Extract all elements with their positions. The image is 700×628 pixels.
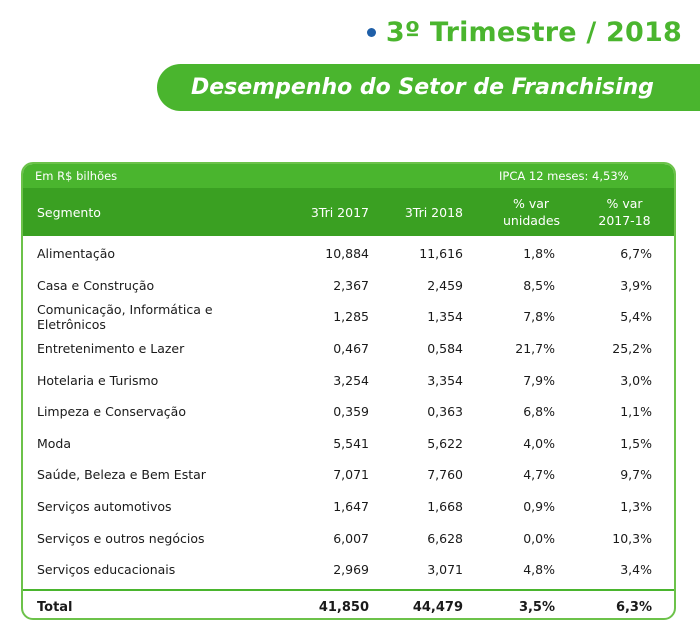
table-row bbox=[23, 522, 674, 554]
row-var-units: 1,8% bbox=[523, 246, 555, 262]
row-var-revenue: 5,4% bbox=[620, 309, 652, 325]
total-label: Total bbox=[37, 600, 73, 616]
quarter-heading bbox=[367, 14, 682, 50]
row-var-units: 7,9% bbox=[523, 372, 555, 388]
col-header-var-revenue-line2: 2017-18 bbox=[598, 213, 651, 228]
row-q3-2018: 2,459 bbox=[427, 277, 463, 293]
row-var-units: 4,8% bbox=[523, 562, 555, 578]
table-row bbox=[23, 491, 674, 523]
franchising-table bbox=[21, 162, 676, 620]
row-q3-2017: 1,285 bbox=[333, 309, 369, 325]
col-header-var-revenue-line1: % var bbox=[606, 196, 643, 211]
row-q3-2018: 11,616 bbox=[419, 246, 463, 262]
row-var-units: 4,0% bbox=[523, 435, 555, 451]
bullet-icon bbox=[367, 28, 376, 37]
row-q3-2017: 0,359 bbox=[333, 404, 369, 420]
table-header-row bbox=[23, 188, 674, 236]
title-banner bbox=[157, 64, 700, 111]
row-q3-2018: 6,628 bbox=[427, 530, 463, 546]
row-var-revenue: 3,0% bbox=[620, 372, 652, 388]
table-row bbox=[23, 270, 674, 302]
table-meta-bar bbox=[23, 164, 674, 188]
row-var-revenue: 6,7% bbox=[620, 246, 652, 262]
table-total-row bbox=[23, 589, 674, 620]
row-q3-2017: 7,071 bbox=[333, 467, 369, 483]
banner-title: Desempenho do Setor de Franchising bbox=[191, 75, 654, 100]
row-q3-2017: 6,007 bbox=[333, 530, 369, 546]
row-segment: Casa e Construção bbox=[37, 277, 155, 293]
row-q3-2018: 1,354 bbox=[427, 309, 463, 325]
row-q3-2017: 5,541 bbox=[333, 435, 369, 451]
table-row bbox=[23, 333, 674, 365]
row-q3-2018: 0,363 bbox=[427, 404, 463, 420]
row-q3-2017: 10,884 bbox=[325, 246, 369, 262]
total-q3-2018: 44,479 bbox=[412, 600, 463, 616]
table-row bbox=[23, 364, 674, 396]
total-var-revenue: 6,3% bbox=[615, 600, 652, 616]
row-var-units: 8,5% bbox=[523, 277, 555, 293]
row-q3-2018: 3,071 bbox=[427, 562, 463, 578]
row-var-revenue: 10,3% bbox=[612, 530, 652, 546]
total-q3-2017: 41,850 bbox=[318, 600, 369, 616]
row-q3-2017: 2,367 bbox=[333, 277, 369, 293]
row-var-revenue: 25,2% bbox=[612, 341, 652, 357]
row-var-units: 0,9% bbox=[523, 499, 555, 515]
row-var-units: 4,7% bbox=[523, 467, 555, 483]
row-segment: Saúde, Beleza e Bem Estar bbox=[37, 467, 206, 483]
row-segment: Hotelaria e Turismo bbox=[37, 372, 159, 388]
row-segment: Limpeza e Conservação bbox=[37, 404, 186, 420]
table-row bbox=[23, 428, 674, 460]
unit-note: Em R$ bilhões bbox=[35, 169, 118, 183]
table-row bbox=[23, 396, 674, 428]
row-q3-2018: 5,622 bbox=[427, 435, 463, 451]
table-body bbox=[23, 236, 674, 586]
col-header-var-units bbox=[463, 195, 559, 229]
col-header-var-units-line1: % var bbox=[512, 196, 550, 211]
row-var-revenue: 1,1% bbox=[620, 404, 652, 420]
table-row bbox=[23, 238, 674, 270]
row-var-units: 6,8% bbox=[523, 404, 555, 420]
col-header-var-units-line2: unidades bbox=[503, 213, 561, 228]
row-var-units: 7,8% bbox=[523, 309, 555, 325]
col-header-q3-2017: 3Tri 2017 bbox=[310, 204, 369, 220]
row-q3-2018: 3,354 bbox=[427, 372, 463, 388]
row-segment: Comunicação, Informática e Eletrônicos bbox=[37, 301, 213, 332]
row-segment: Serviços automotivos bbox=[37, 499, 172, 515]
ipca-note: IPCA 12 meses: 4,53% bbox=[499, 169, 629, 183]
col-header-var-revenue bbox=[559, 195, 664, 229]
row-var-revenue: 3,9% bbox=[620, 277, 652, 293]
row-q3-2017: 1,647 bbox=[333, 499, 369, 515]
row-var-units: 0,0% bbox=[523, 530, 555, 546]
row-q3-2017: 0,467 bbox=[333, 341, 369, 357]
col-header-q3-2018: 3Tri 2018 bbox=[404, 204, 463, 220]
row-var-units: 21,7% bbox=[515, 341, 555, 357]
row-segment: Moda bbox=[37, 435, 72, 451]
row-q3-2018: 7,760 bbox=[427, 467, 463, 483]
row-var-revenue: 9,7% bbox=[620, 467, 652, 483]
row-q3-2018: 1,668 bbox=[427, 499, 463, 515]
quarter-title: 3º Trimestre / 2018 bbox=[385, 16, 682, 48]
total-var-units: 3,5% bbox=[518, 600, 555, 616]
row-var-revenue: 1,5% bbox=[620, 435, 652, 451]
table-row bbox=[23, 459, 674, 491]
row-segment: Entretenimento e Lazer bbox=[37, 341, 185, 357]
row-q3-2017: 2,969 bbox=[333, 562, 369, 578]
table-row bbox=[23, 554, 674, 586]
row-segment: Serviços e outros negócios bbox=[37, 530, 205, 546]
row-segment: Serviços educacionais bbox=[37, 562, 176, 578]
row-segment: Alimentação bbox=[37, 246, 116, 262]
row-var-revenue: 1,3% bbox=[620, 499, 652, 515]
table-row bbox=[23, 301, 674, 333]
col-header-segment: Segmento bbox=[37, 204, 101, 220]
row-var-revenue: 3,4% bbox=[620, 562, 652, 578]
row-q3-2018: 0,584 bbox=[427, 341, 463, 357]
row-q3-2017: 3,254 bbox=[333, 372, 369, 388]
